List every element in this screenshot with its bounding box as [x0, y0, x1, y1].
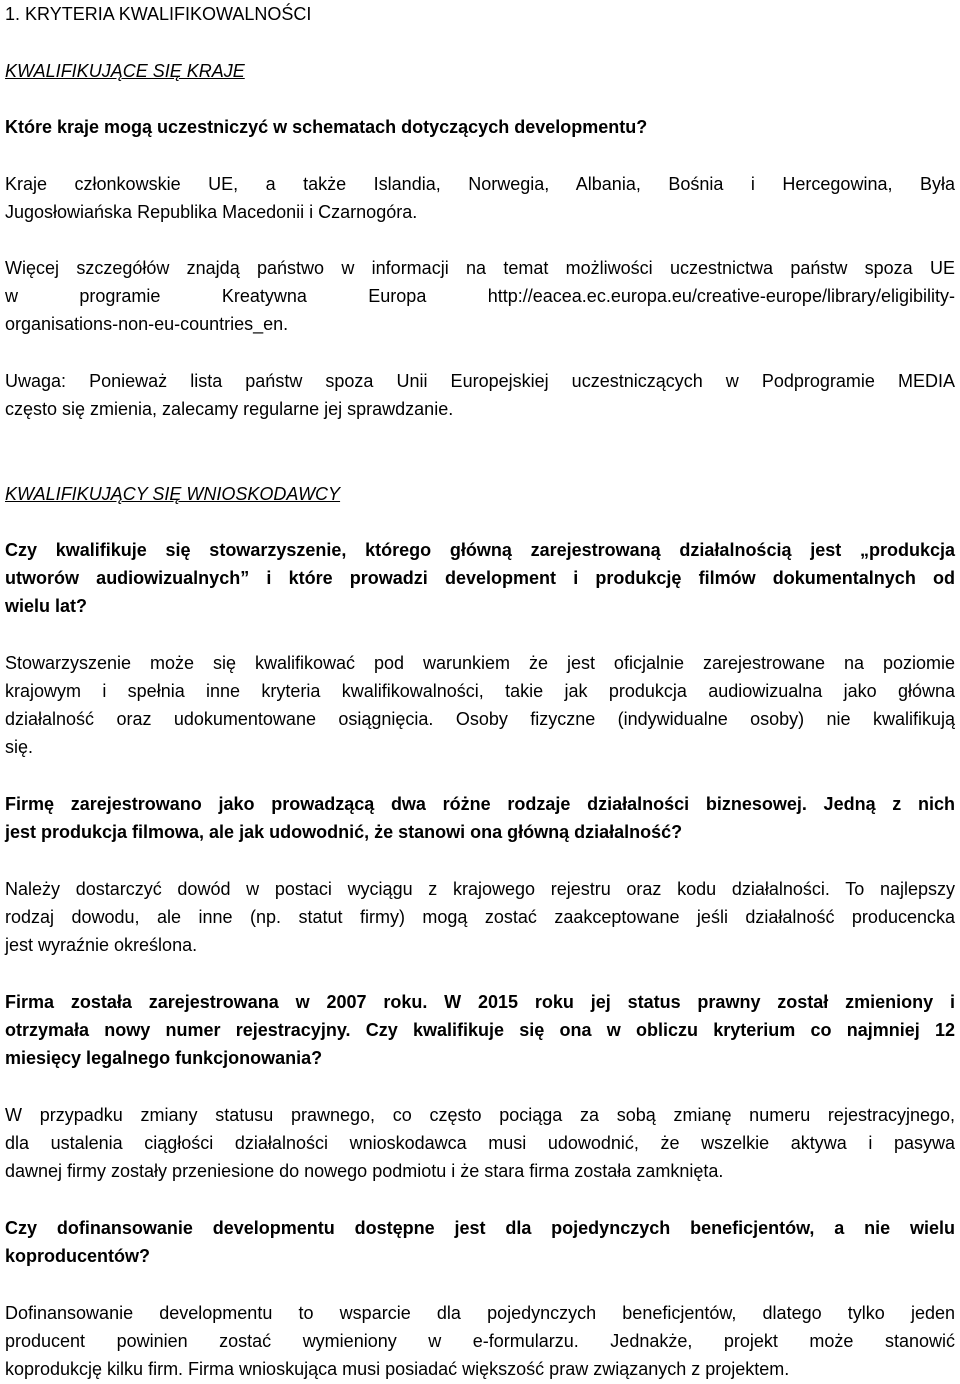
section-heading-kryteria: 1. KRYTERIA KWALIFIKOWALNOŚCI — [5, 4, 312, 24]
answer-2 — [5, 649, 955, 761]
question-line: wielu lat? — [5, 596, 88, 616]
question-4 — [5, 988, 955, 1072]
answer-line: rodzaj dowodu, ale inne (np. statut firmy) mogą zostać zaakceptowane jeśli działalność producencka — [5, 907, 955, 927]
eligibility-link-line[interactable]: w programie Kreatywna Europa http://eacea.ec.europa.eu/creative-europe/library/eligibility- — [5, 286, 955, 306]
question-line: Czy dofinansowanie developmentu dostępne jest dla pojedynczych beneficjentów, a nie wielu — [5, 1218, 955, 1238]
answer-line: koprodukcję kilku firm. Firma wnioskująca musi posiadać większość praw związanych z projektem. — [5, 1359, 790, 1379]
question-line: miesięcy legalnego funkcjonowania? — [5, 1048, 323, 1068]
answer-line: W przypadku zmiany statusu prawnego, co często pociąga za sobą zmianę numeru rejestracyjnego, — [5, 1105, 955, 1125]
answer-line: Stowarzyszenie może się kwalifikować pod warunkiem że jest oficjalnie zarejestrowane na poziomie — [5, 653, 955, 673]
answer-line: się. — [5, 737, 34, 757]
answer-line: krajowym i spełnia inne kryteria kwalifikowalności, takie jak produkcja audiowizualna jako główna — [5, 681, 955, 701]
answer-line: Dofinansowanie developmentu to wsparcie dla pojedynczych beneficjentów, dlatego tylko jeden — [5, 1303, 955, 1323]
answer-line: dla ustalenia ciągłości działalności wnioskodawca musi udowodnić, że wszelkie aktywa i pasywa — [5, 1133, 955, 1153]
answer-line: jest wyraźnie określona. — [5, 935, 198, 955]
paragraph-details-link — [5, 254, 955, 338]
paragraph-line: Więcej szczegółów znajdą państwo w informacji na temat możliwości uczestnictwa państw spoza UE — [5, 258, 955, 278]
paragraph-line: często się zmienia, zalecamy regularne jej sprawdzanie. — [5, 399, 454, 419]
answer-3 — [5, 875, 955, 959]
answer-1 — [5, 170, 955, 226]
answer-1-line: Kraje członkowskie UE, a także Islandia, Norwegia, Albania, Bośnia i Hercegowina, Była — [5, 174, 955, 194]
answer-5 — [5, 1299, 955, 1383]
answer-line: działalność oraz udokumentowane osiągnięcia. Osoby fizyczne (indywidualne osoby) nie kwalifikują — [5, 709, 955, 729]
question-line: koproducentów? — [5, 1246, 150, 1266]
eligibility-link-line[interactable]: organisations-non-eu-countries_en. — [5, 314, 289, 334]
answer-line: Należy dostarczyć dowód w postaci wyciągu z krajowego rejestru oraz kodu działalności. To najlepszy — [5, 879, 955, 899]
question-line: Firmę zarejestrowano jako prowadzącą dwa różne rodzaje działalności biznesowej. Jedną z nich — [5, 794, 955, 814]
answer-1-line: Jugosłowiańska Republika Macedonii i Czarnogóra. — [5, 202, 418, 222]
answer-line: producent powinien zostać wymieniony w e-formularzu. Jednakże, projekt może stanowić — [5, 1331, 955, 1351]
answer-4 — [5, 1101, 955, 1185]
question-line: Firma została zarejestrowana w 2007 roku. W 2015 roku jej status prawny został zmieniony i — [5, 992, 955, 1012]
question-1: Które kraje mogą uczestniczyć w schematach dotyczących developmentu? — [5, 117, 648, 137]
question-3 — [5, 790, 955, 846]
question-line: jest produkcja filmowa, ale jak udowodnić, że stanowi ona główną działalność? — [5, 822, 683, 842]
question-line: Czy kwalifikuje się stowarzyszenie, którego główną zarejestrowaną działalnością jest „produkcja — [5, 540, 955, 560]
question-5 — [5, 1214, 955, 1270]
paragraph-line: Uwaga: Ponieważ lista państw spoza Unii Europejskiej uczestniczących w Podprogramie MEDIA — [5, 371, 955, 391]
section-heading-wnioskodawcy: KWALIFIKUJĄCY SIĘ WNIOSKODAWCY — [5, 484, 341, 504]
answer-line: dawnej firmy zostały przeniesione do nowego podmiotu i że stara firma została zamknięta. — [5, 1161, 724, 1181]
question-line: utworów audiowizualnych” i które prowadzi development i produkcję filmów dokumentalnych od — [5, 568, 955, 588]
question-2 — [5, 536, 955, 620]
paragraph-note — [5, 367, 955, 423]
question-line: otrzymała nowy numer rejestracyjny. Czy kwalifikuje się ona w obliczu kryterium co najmniej 12 — [5, 1020, 955, 1040]
section-heading-kraje: KWALIFIKUJĄCE SIĘ KRAJE — [5, 61, 245, 81]
